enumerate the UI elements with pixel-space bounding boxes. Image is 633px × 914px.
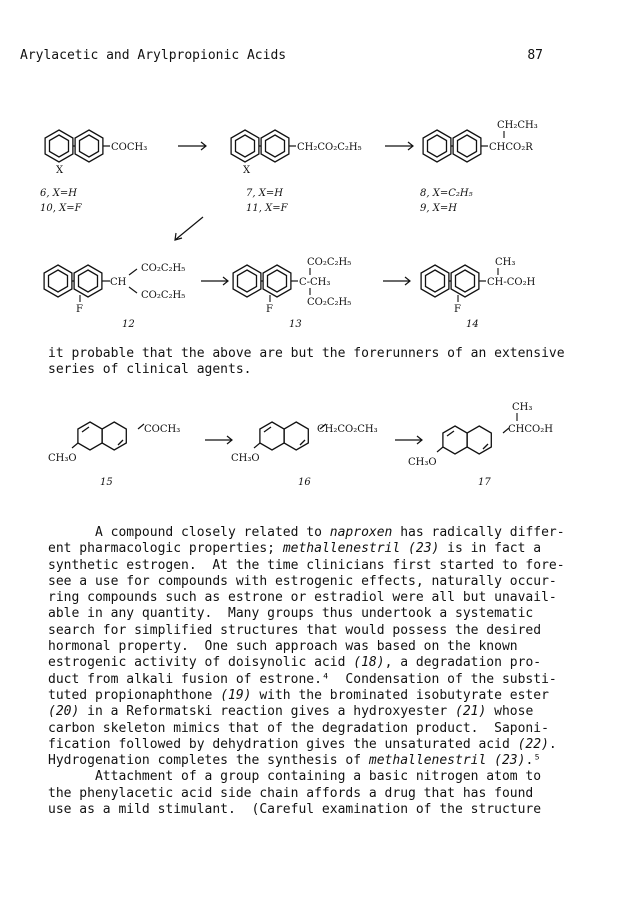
compound-15-methoxy: CH₃O bbox=[48, 453, 77, 464]
compound-13-ester-bottom: CO₂C₂H₅ bbox=[307, 297, 352, 308]
text-line: fication followed by dehydration gives the unsaturated acid (22). bbox=[48, 736, 557, 752]
text-line: synthetic estrogen. At the time clinicians first started to fore- bbox=[48, 557, 565, 573]
text-line: the phenylacetic acid side chain affords a drug that has found bbox=[48, 785, 534, 801]
compound-8-ethyl: CH₂CH₃ bbox=[497, 120, 538, 131]
compound-16 bbox=[231, 422, 378, 488]
compound-17 bbox=[408, 402, 553, 488]
running-header-title: Arylacetic and Arylpropionic Acids bbox=[20, 48, 287, 63]
compound-7-x: X bbox=[243, 165, 251, 176]
compound-14 bbox=[421, 257, 536, 330]
compound-12-ester-top: CO₂C₂H₅ bbox=[141, 263, 186, 274]
compound-17-label: 17 bbox=[478, 477, 491, 488]
compound-13 bbox=[233, 257, 351, 330]
compound-12 bbox=[44, 263, 185, 330]
compound-13-ester-top: CO₂C₂H₅ bbox=[307, 257, 352, 268]
text-line: ent pharmacologic properties; methallenestril (23) is in fact a bbox=[48, 541, 542, 557]
arrow-1 bbox=[178, 142, 206, 150]
compound-15-acetyl: COCH₃ bbox=[144, 424, 181, 435]
text-line: hormonal property. One such approach was based on the known bbox=[48, 639, 518, 655]
text-line: search for simplified structures that would possess the desired bbox=[48, 622, 542, 638]
compound-6-10 bbox=[40, 130, 147, 214]
compound-14-f: F bbox=[454, 304, 461, 315]
compound-7-substituent: CH₂CO₂C₂H₅ bbox=[297, 142, 362, 153]
compound-16-substituent: CH₂CO₂CH₃ bbox=[317, 424, 378, 435]
compound-15-label: 15 bbox=[100, 477, 113, 488]
compound-6-label: 6, X=H bbox=[40, 188, 77, 199]
body-paragraph bbox=[48, 525, 568, 818]
text-line: tuted propionaphthone (19) with the brominated isobutyrate ester bbox=[48, 687, 549, 703]
intro-text bbox=[48, 346, 568, 379]
compound-15 bbox=[48, 422, 180, 488]
compound-8-substituent: CHCO₂R bbox=[489, 142, 533, 153]
compound-11-label: 11, X=F bbox=[246, 203, 288, 214]
compound-17-methyl: CH₃ bbox=[512, 402, 533, 413]
compound-16-methoxy: CH₃O bbox=[231, 453, 260, 464]
text-line: A compound closely related to naproxen has radically differ- bbox=[48, 525, 565, 540]
compound-6-substituent: COCH₃ bbox=[111, 142, 148, 153]
text-line: Hydrogenation completes the synthesis of methallenestril (23).⁵ bbox=[48, 753, 542, 769]
compound-12-f: F bbox=[76, 304, 83, 315]
compound-7-label: 7, X=H bbox=[246, 188, 283, 199]
text-line: (20) in a Reformatski reaction gives a hydroxyester (21) whose bbox=[48, 704, 534, 720]
compound-14-label: 14 bbox=[466, 319, 479, 330]
compound-13-quaternary: C-CH₃ bbox=[299, 277, 331, 288]
compound-17-methoxy: CH₃O bbox=[408, 457, 437, 468]
compound-12-label: 12 bbox=[122, 319, 135, 330]
compound-17-acid: CHCO₂H bbox=[508, 424, 553, 435]
text-line: duct from alkali fusion of estrone.⁴ Condensation of the substi- bbox=[48, 671, 557, 687]
compound-9-label: 9, X=H bbox=[420, 203, 457, 214]
compound-14-acid: CH-CO₂H bbox=[487, 277, 536, 288]
compound-12-ester-bottom: CO₂C₂H₅ bbox=[141, 290, 186, 301]
page-number: 87 bbox=[527, 48, 543, 63]
compound-13-f: F bbox=[266, 304, 273, 315]
arrow-5 bbox=[205, 436, 232, 444]
compound-14-methyl: CH₃ bbox=[495, 257, 516, 268]
text-line: it probable that the above are but the forerunners of an extensive bbox=[48, 346, 565, 361]
arrow-3 bbox=[201, 277, 228, 285]
compound-8-label: 8, X=C₂H₅ bbox=[420, 188, 473, 199]
arrow-6 bbox=[395, 436, 422, 444]
text-line: Attachment of a group containing a basic nitrogen atom to bbox=[48, 769, 542, 785]
text-line: able in any quantity. Many groups thus undertook a systematic bbox=[48, 606, 534, 622]
text-line: use as a mild stimulant. (Careful examination of the structure bbox=[48, 802, 542, 818]
compound-16-label: 16 bbox=[298, 477, 311, 488]
compound-7-11 bbox=[231, 130, 362, 214]
text-line: see a use for compounds with estrogenic effects, naturally occur- bbox=[48, 573, 557, 589]
arrow-diagonal bbox=[175, 217, 203, 240]
compound-8-9 bbox=[420, 120, 538, 214]
compound-12-ch: CH bbox=[110, 277, 127, 288]
arrow-2 bbox=[385, 142, 413, 150]
text-line: ring compounds such as estrone or estradiol were all but unavail- bbox=[48, 590, 557, 606]
compound-10-label: 10, X=F bbox=[40, 203, 82, 214]
text-line: carbon skeleton mimics that of the degradation product. Saponi- bbox=[48, 720, 549, 736]
text-line: series of clinical agents. bbox=[48, 362, 252, 378]
compound-13-label: 13 bbox=[289, 319, 302, 330]
arrow-4 bbox=[383, 277, 410, 285]
text-line: estrogenic activity of doisynolic acid (18), a degradation pro- bbox=[48, 655, 542, 671]
compound-6-x: X bbox=[56, 165, 64, 176]
